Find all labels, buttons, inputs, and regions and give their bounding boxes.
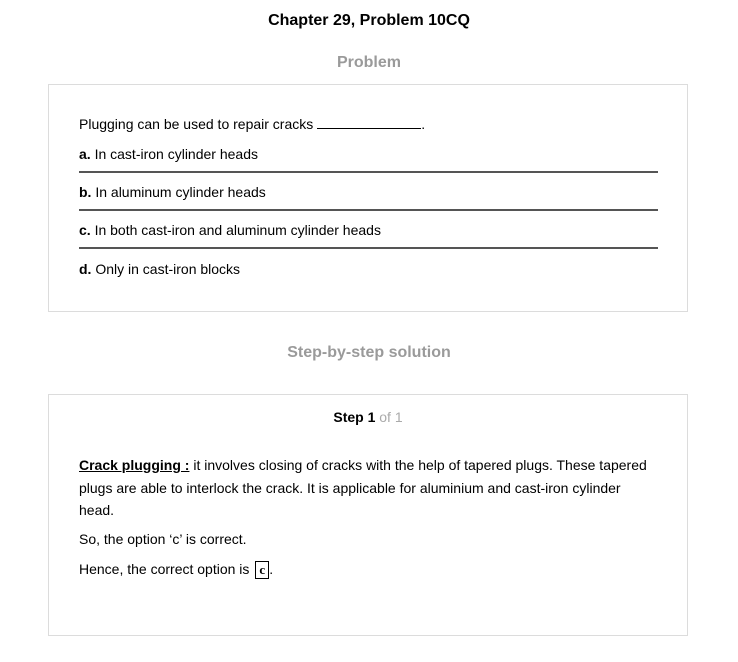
step-indicator bbox=[49, 409, 687, 425]
conclusion-text: So, the option ‘c’ is correct. bbox=[79, 531, 247, 547]
option-letter: c. bbox=[79, 222, 91, 238]
option-text: In cast-iron cylinder heads bbox=[94, 146, 258, 162]
option-text: Only in cast-iron blocks bbox=[95, 261, 241, 277]
option-text: In aluminum cylinder heads bbox=[95, 184, 266, 200]
final-answer-line: Hence, the correct option is c . bbox=[79, 561, 274, 578]
question-text: Plugging can be used to repair cracks . bbox=[79, 116, 426, 132]
step-number: Step 1 bbox=[333, 409, 376, 425]
problem-box bbox=[48, 84, 688, 312]
answer-blank bbox=[317, 127, 421, 129]
option-b[interactable] bbox=[79, 184, 658, 211]
answer-box: c bbox=[255, 561, 269, 579]
option-text: In both cast-iron and aluminum cylinder heads bbox=[94, 222, 381, 238]
final-answer-prefix: Hence, the correct option is bbox=[79, 561, 250, 577]
problem-heading: Problem bbox=[336, 54, 401, 71]
explanation-paragraph bbox=[79, 454, 649, 522]
question-label: Plugging can be used to repair cracks bbox=[79, 116, 314, 132]
step-total: of 1 bbox=[379, 409, 403, 425]
page-title: Chapter 29, Problem 10CQ bbox=[268, 12, 470, 29]
term-crack-plugging: Crack plugging : bbox=[79, 457, 190, 473]
option-c[interactable] bbox=[79, 222, 658, 249]
option-letter: a. bbox=[79, 146, 91, 162]
option-letter: d. bbox=[79, 261, 92, 277]
option-letter: b. bbox=[79, 184, 92, 200]
solution-heading: Step-by-step solution bbox=[287, 344, 451, 361]
option-d[interactable] bbox=[79, 261, 658, 286]
option-a[interactable] bbox=[79, 146, 658, 173]
definition-text: it involves closing of cracks with the help of tapered plugs. These tapered plugs are able to interlock the crack. It is applicable for aluminium and cast-iron cylinder head. bbox=[79, 457, 647, 518]
solution-box bbox=[48, 394, 688, 636]
